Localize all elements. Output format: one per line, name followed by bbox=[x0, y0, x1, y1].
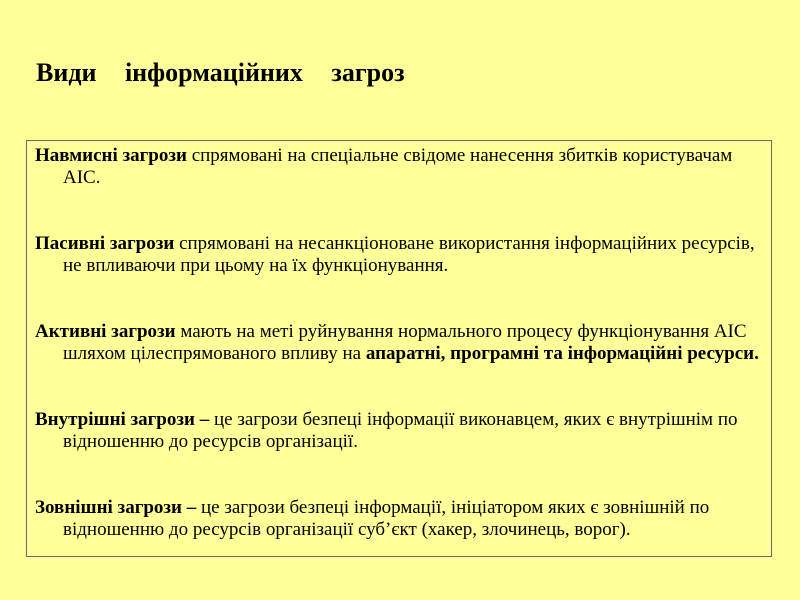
definition-term: Пасивні загрози bbox=[35, 233, 175, 254]
definition-text: спрямовані на спеціальне свідоме нанесення збитків користувачам АІС. bbox=[63, 145, 733, 188]
definition-text: спрямовані на несанкціоноване використання інформаційних ресурсів, не впливаючи при цьому на їх функціонування. bbox=[63, 233, 755, 276]
definition-emphasis: апаратні, програмні та інформаційні ресурси. bbox=[365, 343, 759, 364]
definition-text: це загрози безпеці інформації виконавцем, яких є внутрішнім по відношенню до ресурсів організації. bbox=[63, 409, 738, 452]
definition-external-threats bbox=[35, 497, 761, 541]
definition-term: Навмисні загрози bbox=[35, 145, 187, 166]
definition-passive-threats bbox=[35, 233, 761, 277]
threat-definitions-box bbox=[26, 140, 772, 557]
definition-term: Активні загрози bbox=[35, 321, 176, 342]
definition-text: мають на меті руйнування нормального процесу функціонування АІС шляхом цілеспрямованого впливу на bbox=[63, 321, 747, 364]
slide-title: Види інформаційних загроз bbox=[36, 58, 405, 87]
definition-term: Зовнішні загрози – bbox=[35, 497, 197, 518]
definition-internal-threats bbox=[35, 409, 761, 453]
definition-intentional-threats bbox=[35, 145, 761, 189]
definition-text: це загрози безпеці інформації, ініціатором яких є зовнішній по відношенню до ресурсів організації суб’єкт (хакер, злочинець, ворог). bbox=[63, 497, 710, 540]
definition-active-threats bbox=[35, 321, 761, 365]
definition-term: Внутрішні загрози – bbox=[35, 409, 210, 430]
